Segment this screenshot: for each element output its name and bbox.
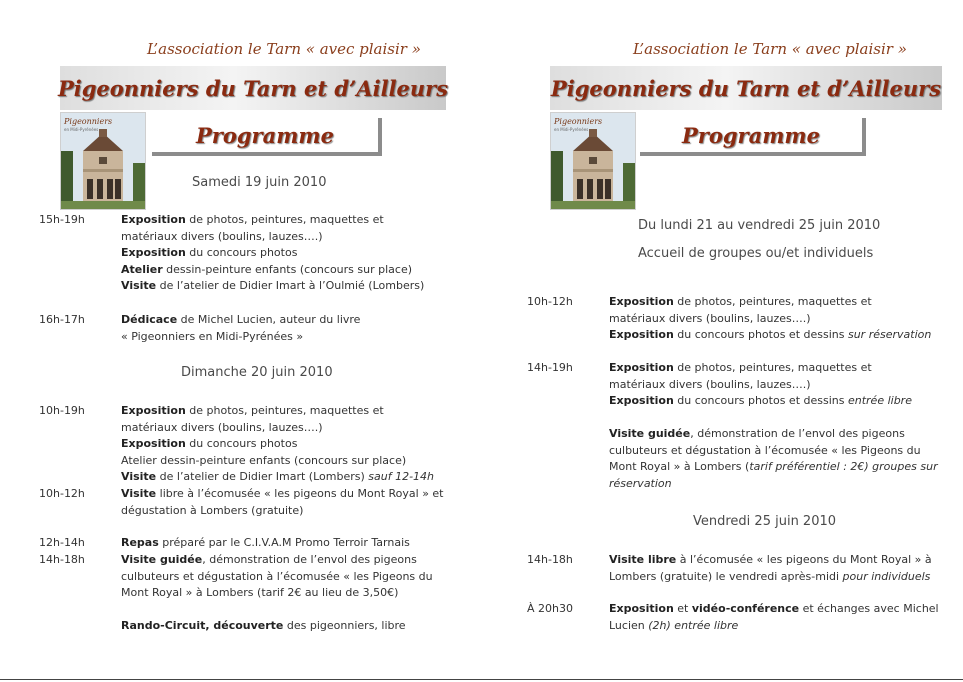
svg-text:Pigeonniers: Pigeonniers: [64, 117, 113, 126]
right-programme-title: Programme: [681, 122, 821, 148]
left-programme-box: [152, 118, 382, 156]
left-title-banner: [57, 66, 449, 110]
svg-text:en Midi-Pyrénées: en Midi-Pyrénées: [64, 127, 99, 132]
left-d2-e4-time: 14h-18h: [39, 553, 85, 566]
right-association-line: L’association le Tarn « avec plaisir »: [633, 40, 907, 58]
right-pigeonnier-photo: [550, 112, 636, 210]
right-w-e2-time: 14h-19h: [527, 361, 573, 374]
bottom-rule: [0, 679, 963, 680]
left-d2-e1-desc: Exposition de photos, peintures, maquettes et matériaux divers (boulins, lauzes….) Exposition du concours photos Atelier dessin-peinture enfants (concours sur place) Visite de l’atelier de Didier Imart (Lombers) sauf 12-14h: [121, 404, 435, 483]
right-title-banner: [550, 66, 942, 110]
left-d2-e3-desc: Repas préparé par le C.I.V.A.M Promo Terroir Tarnais: [121, 536, 410, 549]
left-d1-e2-desc: Dédicace de Michel Lucien, auteur du livre « Pigeonniers en Midi-Pyrénées »: [121, 313, 361, 343]
svg-text:en Midi-Pyrénées: en Midi-Pyrénées: [554, 127, 589, 132]
left-day2-date: Dimanche 20 juin 2010: [181, 365, 333, 380]
right-week-sub: Accueil de groupes ou/et individuels: [638, 246, 874, 261]
right-friday-date: Vendredi 25 juin 2010: [693, 514, 837, 529]
right-w-e2-desc: Exposition de photos, peintures, maquettes et matériaux divers (boulins, lauzes….) Exposition du concours photos et dessins entrée libre Visite guidée, démonstration de l’envol des pigeons culbuteurs et dégustation à l’écomusée « les Pigeons du Mont Royal » à Lombers (tarif préférentiel : 2€) groupes sur réservation: [609, 361, 938, 490]
pigeonnier-image: [551, 113, 635, 209]
right-f-e2-time: À 20h30: [527, 602, 573, 615]
left-pigeonnier-photo: [60, 112, 146, 210]
left-d1-e2-time: 16h-17h: [39, 313, 85, 326]
svg-text:Pigeonniers: Pigeonniers: [554, 117, 603, 126]
left-day1-date: Samedi 19 juin 2010: [192, 175, 327, 190]
left-d1-e1-time: 15h-19h: [39, 213, 85, 226]
left-programme-title: Programme: [195, 122, 335, 148]
pigeonnier-image: [61, 113, 145, 209]
left-d1-e1-desc: Exposition de photos, peintures, maquettes et matériaux divers (boulins, lauzes….) Exposition du concours photos Atelier dessin-peinture enfants (concours sur place) Visite de l’atelier de Didier Imart à l’Oulmié (Lombers): [121, 213, 425, 292]
right-f-e1-desc: Visite libre à l’écomusée « les pigeons du Mont Royal » à Lombers (gratuite) le vendredi après-midi pour individuels: [609, 553, 932, 583]
right-week-date: Du lundi 21 au vendredi 25 juin 2010: [638, 218, 881, 233]
left-d2-e2-desc: Visite libre à l’écomusée « les pigeons du Mont Royal » et dégustation à Lombers (gratuite): [121, 487, 444, 517]
right-w-e1-time: 10h-12h: [527, 295, 573, 308]
left-d2-e1-time: 10h-19h: [39, 404, 85, 417]
left-d2-e3-time: 12h-14h: [39, 536, 85, 549]
right-programme-box: [640, 118, 866, 156]
right-f-e1-time: 14h-18h: [527, 553, 573, 566]
right-title-text: Pigeonniers du Tarn et d’Ailleurs: [550, 75, 942, 101]
right-f-e2-desc: Exposition et vidéo-conférence et échanges avec Michel Lucien (2h) entrée libre: [609, 602, 939, 632]
left-title-text: Pigeonniers du Tarn et d’Ailleurs: [57, 75, 449, 101]
right-w-e1-desc: Exposition de photos, peintures, maquettes et matériaux divers (boulins, lauzes….) Exposition du concours photos et dessins sur réservation: [609, 295, 932, 341]
left-d2-e4-desc: Visite guidée, démonstration de l’envol des pigeons culbuteurs et dégustation à l’écomusée « les Pigeons du Mont Royal » à Lombers (tarif 2€ au lieu de 3,50€) Rando-Circuit, découverte des pigeonniers, libre: [121, 553, 433, 632]
left-association-line: L’association le Tarn « avec plaisir »: [147, 40, 421, 58]
left-d2-e2-time: 10h-12h: [39, 487, 85, 500]
